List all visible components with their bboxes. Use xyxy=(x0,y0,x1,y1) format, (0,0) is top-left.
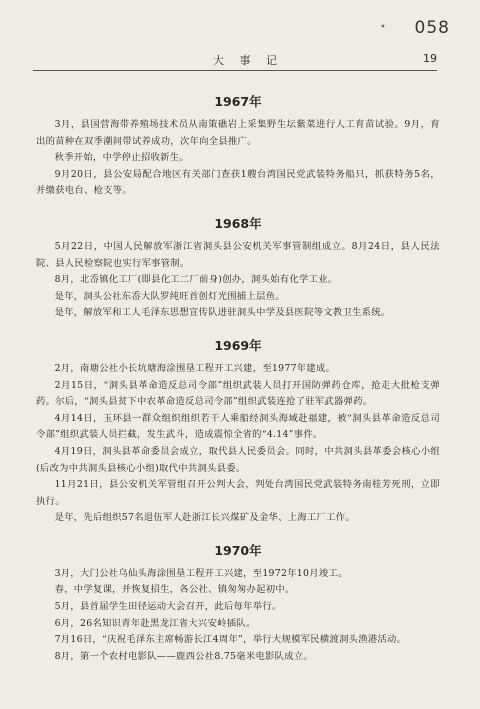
header-page-number: 19 xyxy=(423,52,437,65)
event-paragraph: 3月，县国营海带养殖场技术员从南策礁岩上采集野生坛紫菜进行人工育苗试验。9月，育出的苗种在双季潮间带试养成功，次年向全县推广。 xyxy=(36,119,440,147)
handwritten-page-number: 058 xyxy=(414,18,450,38)
event-paragraph: 2月15日，“洞头县革命造反总司令部”组织武装人员打开国防弹药仓库，抢走大批枪支弹药。尔后，“洞头县贫下中农革命造反总司令部”组织武装连抢了驻军武器弹药。 xyxy=(36,379,440,408)
event-paragraph: 3月，大门公社乌仙头海涂围垦工程开工兴建，至1972年10月竣工。 xyxy=(54,567,348,579)
event-paragraph: 6月，26名知识青年赴黑龙江省大兴安岭插队。 xyxy=(54,617,256,629)
year-heading: 1970年 xyxy=(214,542,262,558)
ink-dot: • xyxy=(380,22,386,33)
year-heading: 1967年 xyxy=(214,94,262,109)
event-paragraph: 11月21日，县公安机关军管组召开公判大会，判处台湾国民党武装特务南桂芳死刑，立即执行。 xyxy=(36,479,440,507)
event-paragraph: 春，中学复课，并恢复招生，各公社、镇匆匆办起初中。 xyxy=(54,584,295,596)
year-section xyxy=(36,92,440,200)
year-heading: 1968年 xyxy=(214,215,262,231)
event-paragraph: 9月20日，县公安局配合地区有关部门查获1艘台湾国民党武装特务船只，抓获特务5名，并缴获电台、枪支等。 xyxy=(36,168,440,197)
event-paragraph: 是年，洞头公社东岙大队罗纯旺首创灯光围捕上层鱼。 xyxy=(54,290,285,302)
event-paragraph: 是年，先后组织57名退伍军人赴浙江长兴煤矿及金华、上海工厂工作。 xyxy=(54,512,355,524)
year-section xyxy=(36,541,440,666)
event-paragraph: 秋季开始，中学停止招收新生。 xyxy=(54,152,189,164)
year-heading: 1969年 xyxy=(214,337,262,353)
event-paragraph: 是年，解放军和工人毛泽东思想宣传队进驻洞头中学及县医院等文教卫生系统。 xyxy=(54,307,391,319)
year-section xyxy=(36,336,440,527)
header-title: 大 事 记 xyxy=(213,54,283,67)
event-paragraph: 8月，第一个农村电影队——鹿西公社8.75毫米电影队成立。 xyxy=(54,650,314,662)
event-paragraph: 8月，北岙镇化工厂(即县化工二厂前身)创办，洞头始有化学工业。 xyxy=(54,274,338,286)
event-paragraph: 4月14日，玉环县一群众组织组织若干人乘船经洞头海域赴福建，被“洞头县革命造反总司令部”组织武装人员拦截，发生武斗，造成震惊全省的“4.14”事件。 xyxy=(36,412,440,441)
event-paragraph: 7月16日，“庆祝毛泽东主席畅游长江4周年”，举行大规模军民横渡洞头渔港活动。 xyxy=(54,634,407,646)
chronicle-content xyxy=(36,86,440,679)
running-header xyxy=(33,52,437,71)
event-paragraph: 2月，南塘公社小长坑塘海涂围垦工程开工兴建，至1977年建成。 xyxy=(54,362,336,374)
event-paragraph: 4月19日，洞头县革命委员会成立，取代县人民委员会。同时，中共洞头县革委会核心小组(后改为中共洞头县核心小组)取代中共洞头县委。 xyxy=(36,445,440,474)
event-paragraph: 5月22日，中国人民解放军浙江省洞头县公安机关军事管制组成立。8月24日，县人民法院、县人民检察院也实行军事管制。 xyxy=(36,240,440,269)
event-paragraph: 5月，县首届学生田径运动大会召开，此后每年举行。 xyxy=(54,601,282,613)
year-section xyxy=(36,214,440,322)
